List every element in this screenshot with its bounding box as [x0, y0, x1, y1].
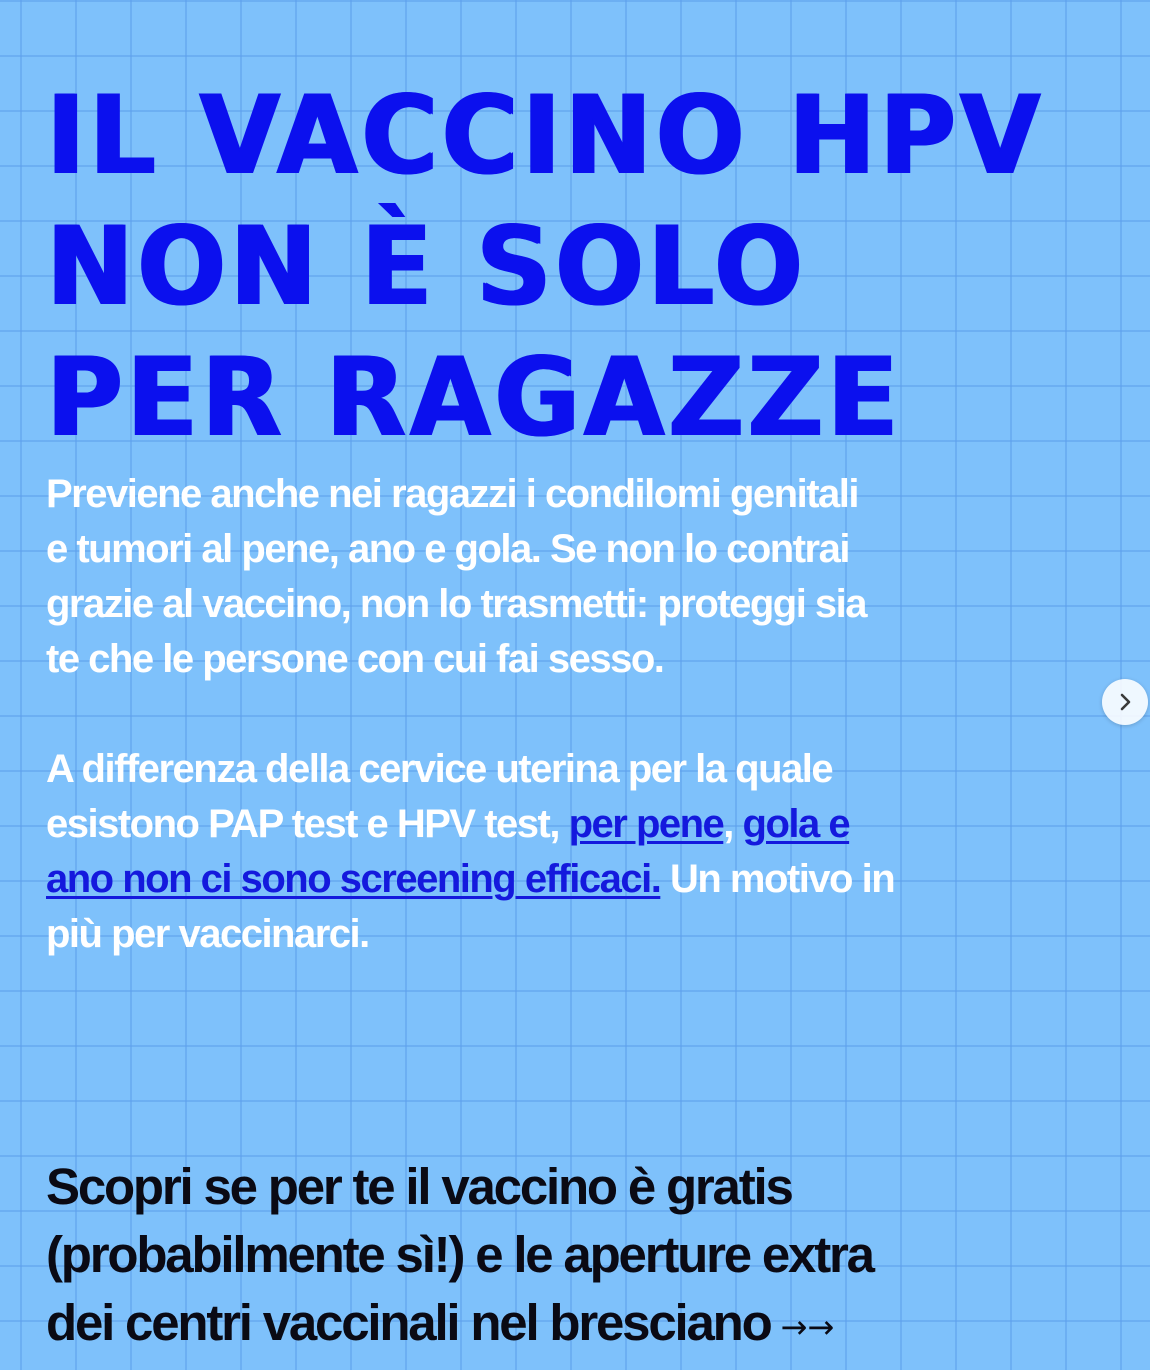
- intro-line-2: e tumori al pene, ano e gola. Se non lo contrai: [46, 527, 849, 571]
- intro-line-1: Previene anche nei ragazzi i condilomi genitali: [46, 472, 858, 516]
- screening-line-3: [46, 852, 894, 907]
- headline-line-3: PER RAGAZZE: [46, 332, 902, 462]
- screening-line-2-text: esistono PAP test e HPV test,: [46, 802, 569, 846]
- intro-paragraph: [46, 467, 866, 687]
- screening-line-4: più per vaccinarci.: [46, 912, 369, 956]
- cta-line-2: (probabilmente sì!) e le aperture extra: [46, 1226, 873, 1283]
- screening-line-1: A differenza della cervice uterina per la quale: [46, 747, 833, 791]
- cta-line-3: [46, 1289, 873, 1361]
- cta-line-1: Scopri se per te il vaccino è gratis: [46, 1158, 792, 1215]
- link-separator: ,: [723, 802, 743, 846]
- intro-line-3: grazie al vaccino, non lo trasmetti: proteggi sia: [46, 582, 867, 626]
- cta-line-3-text: dei centri vaccinali nel bresciano: [46, 1294, 771, 1351]
- link-screening-efficaci[interactable]: ano non ci sono screening efficaci.: [46, 857, 661, 901]
- chevron-right-icon: [1115, 692, 1135, 712]
- screening-paragraph: [46, 742, 894, 962]
- carousel-next-button[interactable]: [1102, 679, 1148, 725]
- screening-line-3-text: Un motivo in: [660, 857, 895, 901]
- arrow-right-icon: →→: [780, 1307, 835, 1346]
- headline-line-1: IL VACCINO HPV: [46, 70, 1044, 200]
- screening-line-2: [46, 797, 894, 852]
- cta-link[interactable]: [46, 1153, 873, 1361]
- link-gola-e[interactable]: gola e: [742, 802, 850, 846]
- link-per-pene[interactable]: per pene: [568, 802, 724, 846]
- intro-line-4: te che le persone con cui fai sesso.: [46, 637, 664, 681]
- headline: [46, 70, 1116, 463]
- headline-line-2: NON È SOLO: [46, 201, 807, 331]
